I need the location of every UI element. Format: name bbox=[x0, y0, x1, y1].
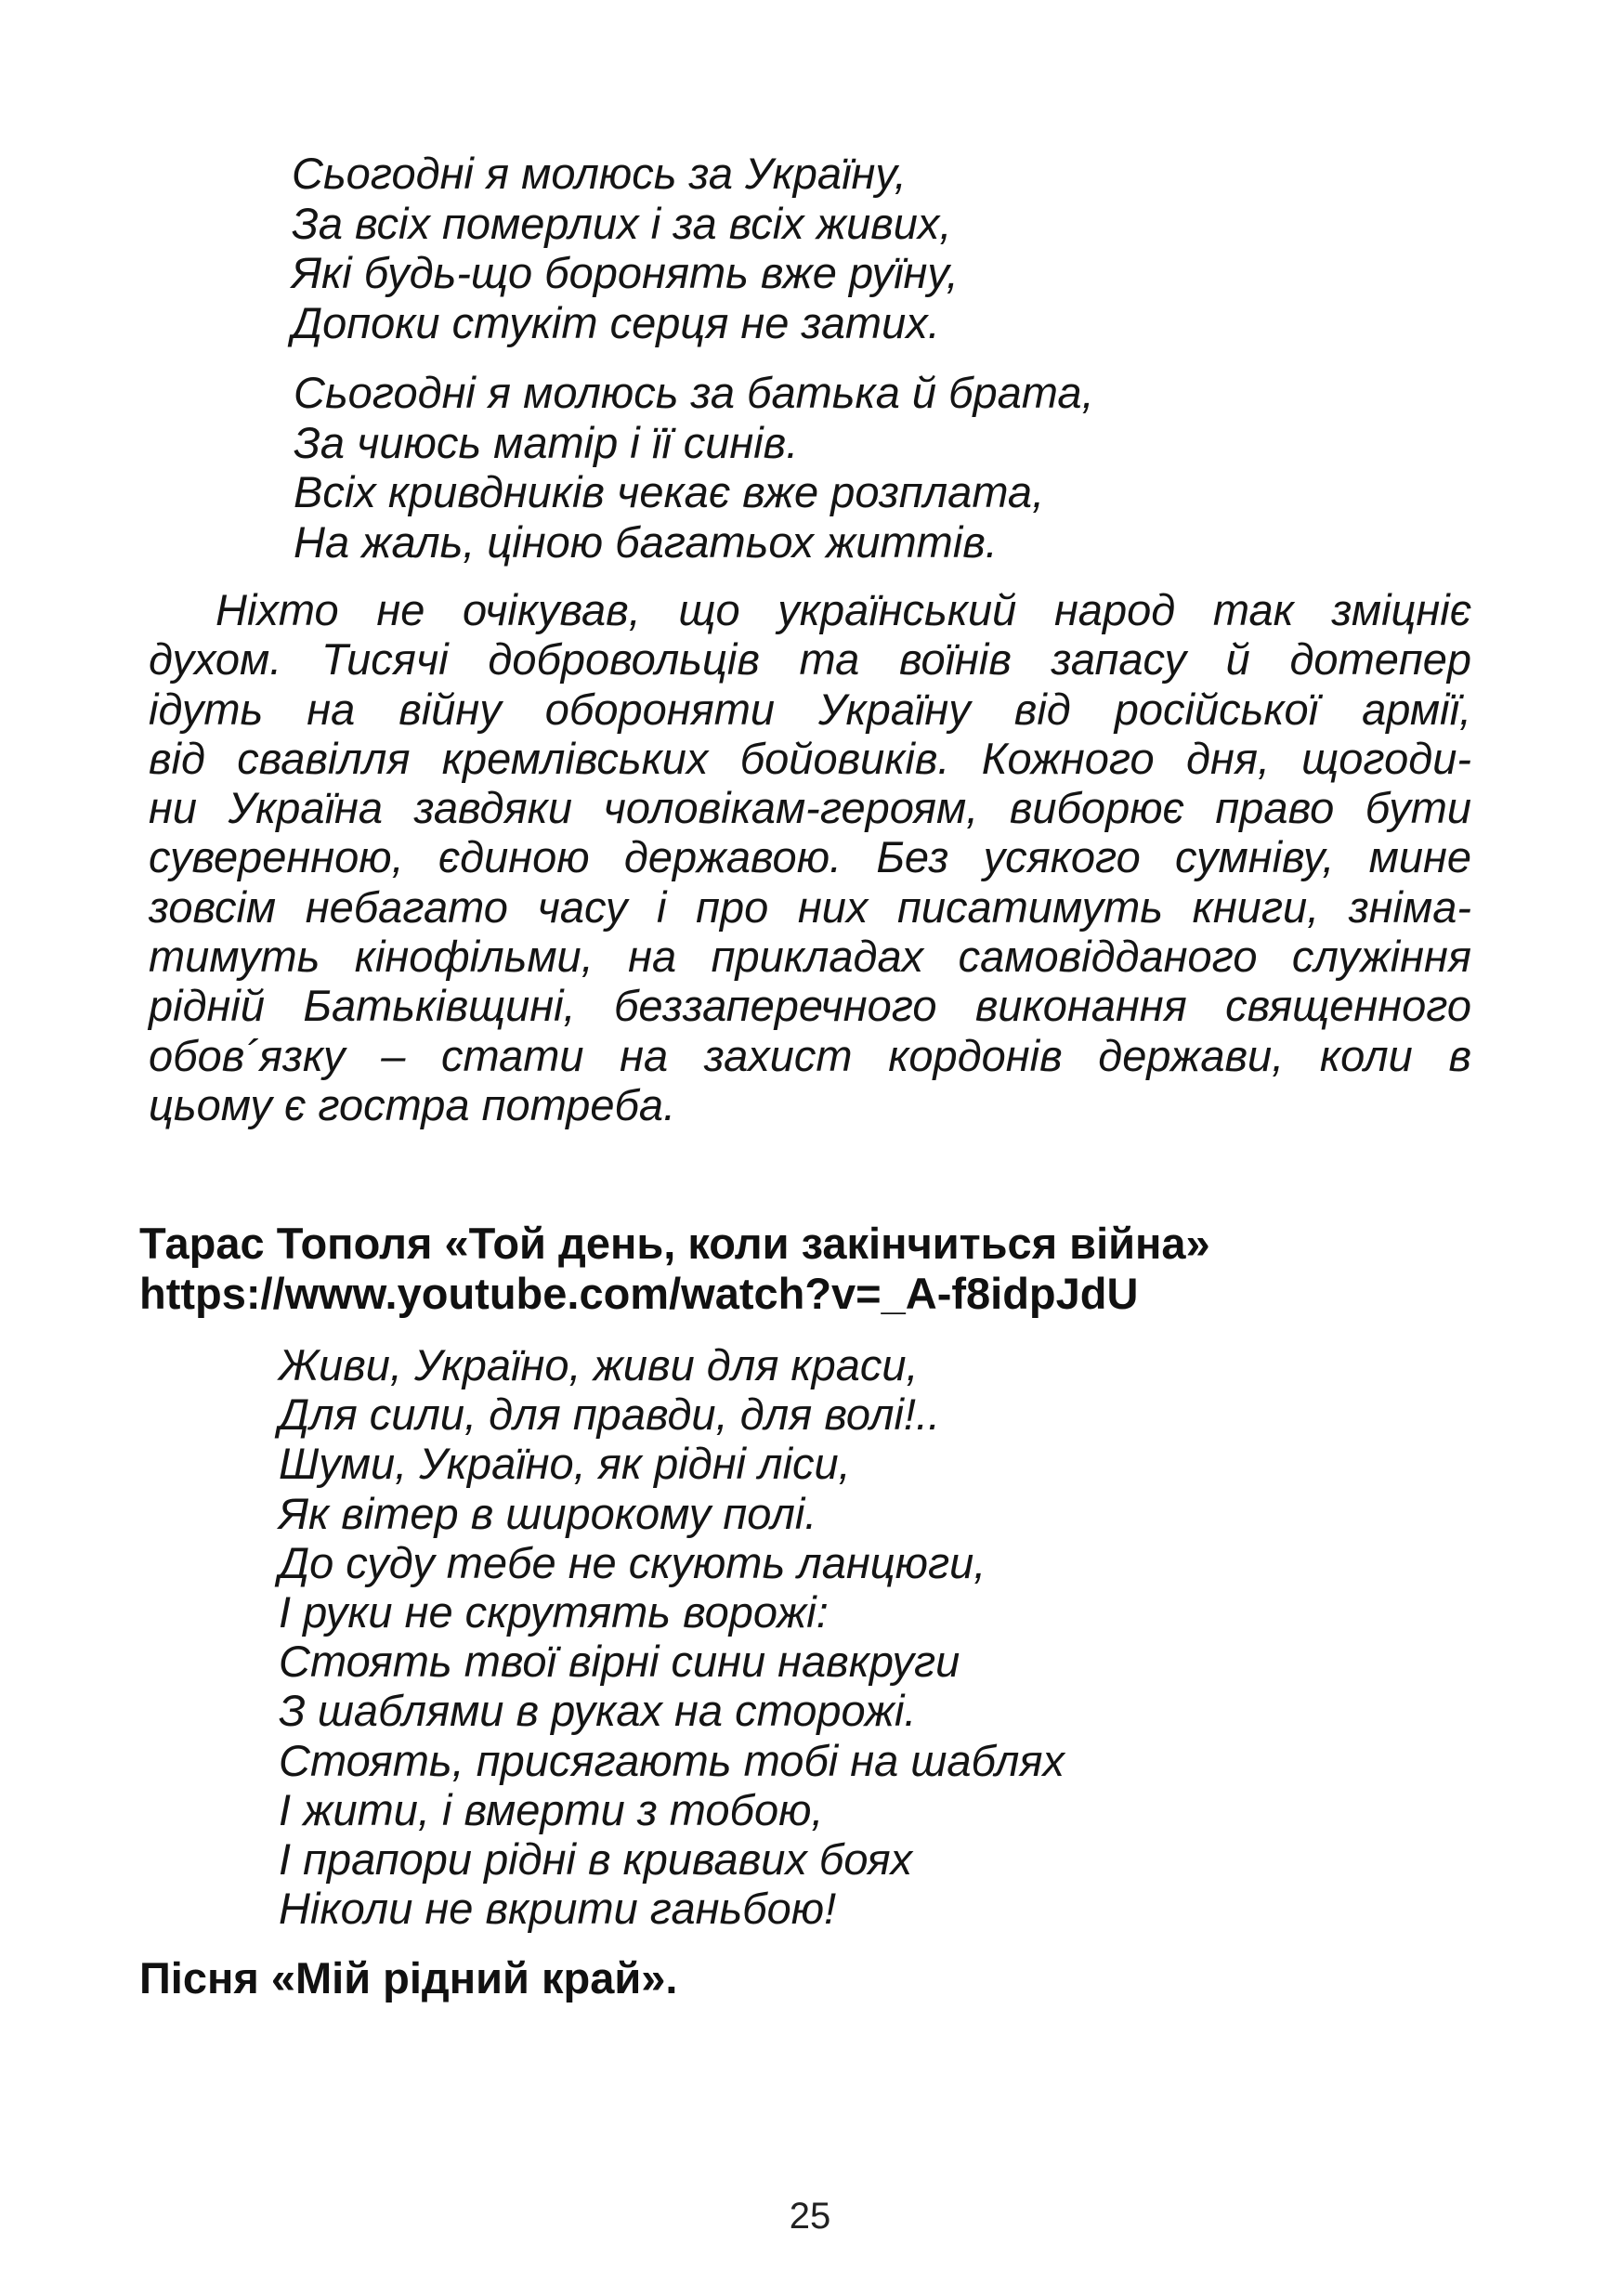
verse-line: На жаль, ціною багатьох життів. bbox=[294, 516, 998, 567]
verse-line: І руки не скрутять ворожі: bbox=[279, 1587, 829, 1637]
song-title: Пісня «Мій рідний край». bbox=[139, 1953, 678, 2002]
paragraph-line: рідній Батьківщині, беззаперечного виконання священного bbox=[149, 981, 1471, 1031]
body-paragraph bbox=[149, 585, 1471, 1129]
verse-line: За чиюсь матір і її синів. bbox=[294, 417, 799, 467]
paragraph-line: ни Україна завдяки чоловікам-героям, виборює право бути bbox=[149, 783, 1471, 833]
verse-line: І прапори рідні в кривавих боях bbox=[279, 1834, 913, 1885]
song-reference-title: Тарас Тополя «Той день, коли закінчиться війна» bbox=[139, 1219, 1210, 1268]
verse-line: Які будь-що боронять вже руїну, bbox=[292, 248, 959, 297]
verse-line: Допоки стукіт серця не затих. bbox=[292, 297, 940, 347]
verse-line: За всіх померлих і за всіх живих, bbox=[292, 198, 952, 248]
verse-line: Для сили, для правди, для волі!.. bbox=[279, 1389, 941, 1440]
verse-line: Як вітер в широкому полі. bbox=[279, 1488, 817, 1538]
verse-line: З шаблями в руках на сторожі. bbox=[279, 1686, 917, 1736]
verse-line: Стоять твої вірні сини навкруги bbox=[279, 1637, 960, 1687]
verse-line: Стоять, присягають тобі на шаблях bbox=[279, 1735, 1065, 1785]
verse-line: Живи, Україно, живи для краси, bbox=[279, 1340, 919, 1389]
verse-line: До суду тебе не скують ланцюги, bbox=[279, 1537, 986, 1587]
poem-stanza-2 bbox=[294, 368, 1094, 567]
poem-stanza-1 bbox=[292, 149, 959, 347]
verse-line: Ніколи не вкрити ганьбою! bbox=[279, 1884, 837, 1934]
page-number: 25 bbox=[789, 2196, 831, 2237]
paragraph-line: Ніхто не очікував, що український народ так зміцніє bbox=[216, 585, 1471, 634]
paragraph-line: зовсім небагато часу і про них писатимуть книги, зніма- bbox=[149, 881, 1471, 932]
verse-line: Сьогодні я молюсь за батька й брата, bbox=[294, 368, 1094, 417]
paragraph-line: духом. Тисячі добровольців та воїнів запасу й дотепер bbox=[149, 634, 1471, 685]
paragraph-line: обов´язку – стати на захист кордонів держави, коли в bbox=[149, 1030, 1471, 1080]
poem-2 bbox=[279, 1340, 1065, 1933]
verse-line: Сьогодні я молюсь за Україну, bbox=[292, 149, 907, 198]
paragraph-line: цьому є гостра потреба. bbox=[149, 1079, 676, 1129]
paragraph-line: суверенною, єдиною державою. Без усякого сумніву, мине bbox=[149, 832, 1471, 882]
paragraph-line: від свавілля кремлівських бойовиків. Кожного дня, щогоди- bbox=[149, 733, 1471, 783]
song-reference-url: https://www.youtube.com/watch?v=_A-f8idpJdU bbox=[139, 1269, 1139, 1318]
verse-line: Шуми, Україно, як рідні ліси, bbox=[279, 1439, 851, 1489]
paragraph-line: тимуть кінофільми, на прикладах самовідданого служіння bbox=[149, 932, 1471, 982]
verse-line: Всіх кривдників чекає вже розплата, bbox=[294, 467, 1045, 516]
paragraph-line: ідуть на війну обороняти Україну від російської армії, bbox=[149, 684, 1471, 734]
verse-line: І жити, і вмерти з тобою, bbox=[279, 1784, 824, 1834]
